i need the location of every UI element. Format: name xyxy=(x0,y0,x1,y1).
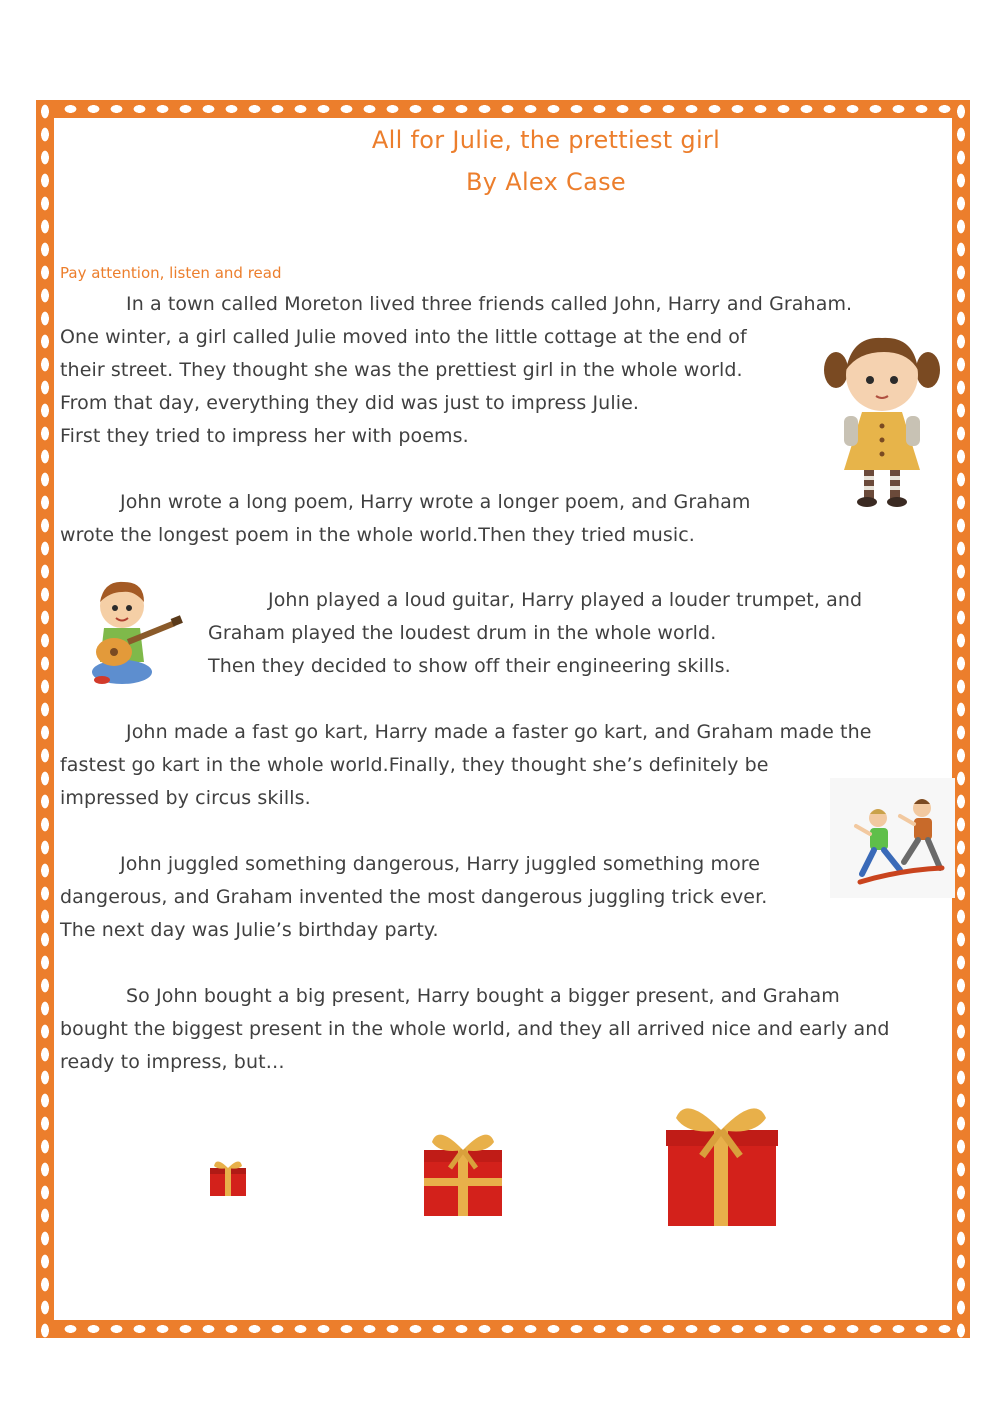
story-line: John made a fast go kart, Harry made a faster go kart, and Graham made the xyxy=(126,721,872,743)
story-line: First they tried to impress her with poems. xyxy=(60,425,469,447)
border-left xyxy=(36,100,54,1338)
border-right xyxy=(952,100,970,1338)
story-line: In a town called Moreton lived three friends called John, Harry and Graham. xyxy=(126,293,853,315)
story-line: John played a loud guitar, Harry played a louder trumpet, and xyxy=(268,589,863,611)
border-bottom xyxy=(36,1320,970,1338)
story-line: John wrote a long poem, Harry wrote a longer poem, and Graham xyxy=(120,491,751,513)
story-line: Graham played the loudest drum in the whole world. xyxy=(208,622,717,644)
story-line: So John bought a big present, Harry bought a bigger present, and Graham xyxy=(126,985,840,1007)
story-line: One winter, a girl called Julie moved into the little cottage at the end of xyxy=(60,326,747,348)
story-line: John juggled something dangerous, Harry juggled something more xyxy=(120,853,761,875)
story-line: impressed by circus skills. xyxy=(60,787,311,809)
instruction-text: Pay attention, listen and read xyxy=(60,264,282,282)
large-gift-icon xyxy=(662,1094,782,1230)
story-line: their street. They thought she was the prettiest girl in the whole world. xyxy=(60,359,743,381)
small-gift-icon xyxy=(208,1154,248,1198)
boy-guitar-illustration xyxy=(84,576,186,688)
story-line: fastest go kart in the whole world.Finally, they thought she’s definitely be xyxy=(60,754,769,776)
medium-gift-icon xyxy=(420,1122,506,1220)
story-line: dangerous, and Graham invented the most dangerous juggling trick ever. xyxy=(60,886,768,908)
border-top xyxy=(36,100,970,118)
boys-playing-illustration xyxy=(830,778,955,898)
story-title: All for Julie, the prettiest girl xyxy=(371,126,721,154)
story-line: bought the biggest present in the whole world, and they all arrived nice and early and xyxy=(60,1018,890,1040)
story-author: By Alex Case xyxy=(466,168,626,196)
story-line: The next day was Julie’s birthday party. xyxy=(60,919,439,941)
girl-illustration xyxy=(822,330,942,510)
story-line: From that day, everything they did was just to impress Julie. xyxy=(60,392,640,414)
story-line: ready to impress, but… xyxy=(60,1051,285,1073)
story-line: wrote the longest poem in the whole world.Then they tried music. xyxy=(60,524,695,546)
story-line: Then they decided to show off their engineering skills. xyxy=(208,655,731,677)
